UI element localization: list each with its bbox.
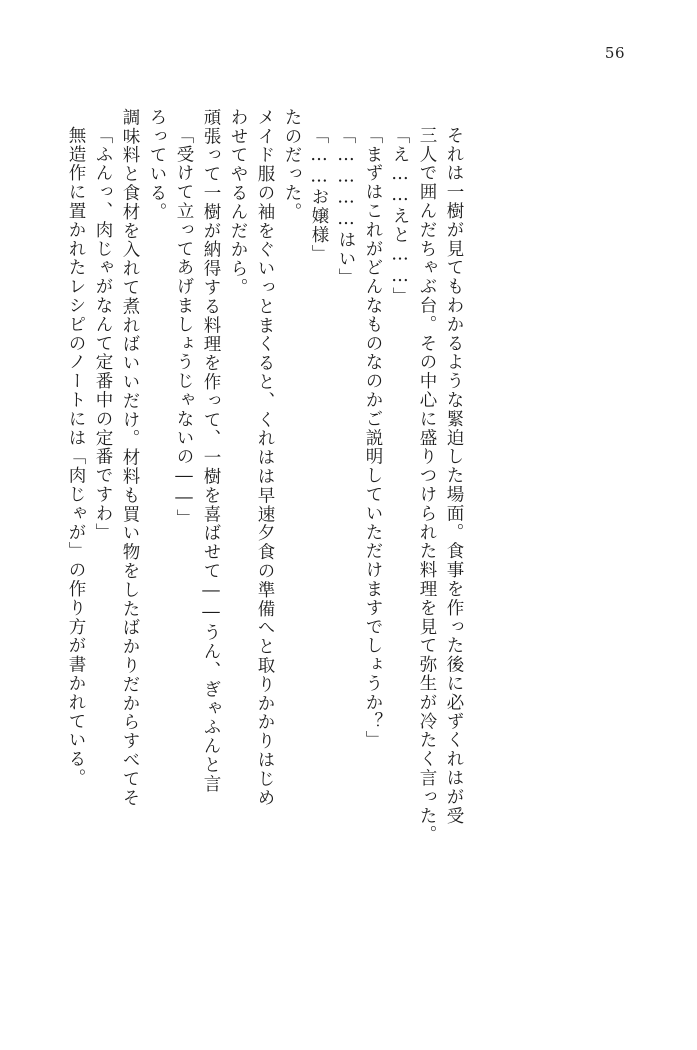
text-column: 「え……えと……」 [390, 126, 410, 307]
text-column: わせてやるんだから。 [228, 108, 248, 297]
text-column: 「受けて立ってあげましょうじゃないの――」 [174, 126, 194, 528]
text-column: 無造作に置かれたレシピのノートには「肉じゃが」の作り方が書かれている。 [66, 126, 86, 788]
text-column: 「まずはこれがどんなものなのかご説明していただけますでしょうか？」 [363, 126, 383, 750]
text-column: 「…………はい」 [336, 126, 356, 288]
text-column: 頑張って一樹が納得する料理を作って、一樹を喜ばせて――うん、ぎゃふんと言 [201, 108, 221, 794]
page-number: 56 [604, 44, 625, 62]
vertical-text-body [57, 108, 637, 966]
text-column: 「ふんっ、肉じゃがなんて定番中の定番ですわ」 [93, 126, 113, 542]
text-column: それは一樹が見てもわかるような緊迫した場面。食事を作った後に必ずくれはが受 [444, 126, 464, 826]
text-column: ろっている。 [147, 108, 167, 222]
text-column: 「……お嬢様」 [309, 126, 329, 264]
text-column: 調味料と食材を入れて煮ればいいだけ。材料も買い物をしたばかりだからすべてそ [120, 108, 140, 808]
text-column: たのだった。 [282, 108, 302, 222]
text-column: 三人で囲んだちゃぶ台。その中心に盛りつけられた料理を見て弥生が冷たく言った。 [417, 126, 437, 845]
text-column: メイド服の袖をぐいっとまくると、くれはは早速夕食の準備へと取りかかりはじめ [255, 108, 275, 808]
